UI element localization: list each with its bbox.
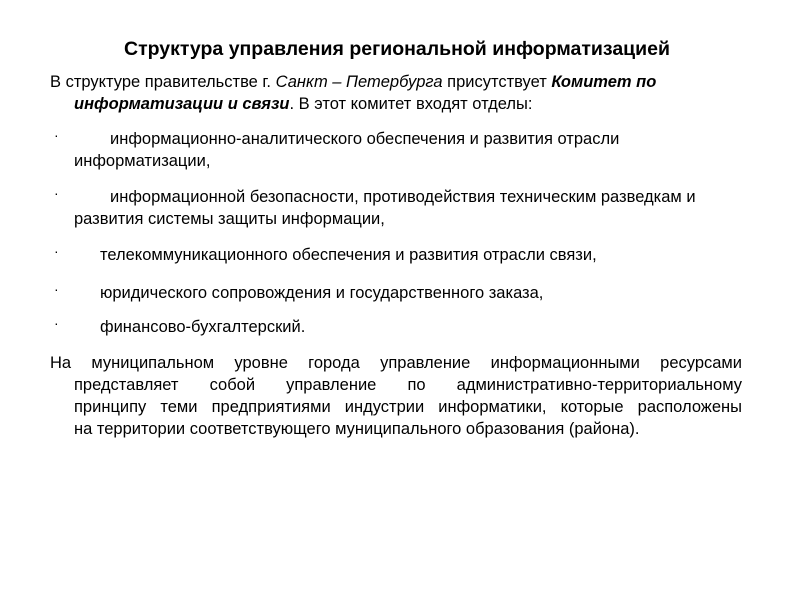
- city-name: Санкт – Петербурга: [275, 73, 443, 91]
- intro-text: . В этот комитет входят отделы:: [289, 95, 533, 113]
- department-text: информационно-аналитического обеспечения и развития отрасли: [110, 130, 620, 148]
- municipal-paragraph: [50, 352, 742, 440]
- department-item: [50, 316, 750, 338]
- bullet-marker: ·: [54, 127, 59, 143]
- department-text: развития системы защиты информации,: [74, 210, 385, 228]
- bullet-marker: ·: [54, 281, 59, 297]
- department-item: [50, 282, 750, 304]
- paragraph-line: на территории соответствующего муниципального образования (района).: [74, 420, 640, 438]
- intro-text: В структуре правительстве г.: [50, 73, 276, 91]
- department-item: [50, 128, 750, 172]
- bullet-marker: ·: [54, 185, 59, 201]
- paragraph-line: представляет собой управление по административно-территориальному: [74, 376, 742, 394]
- committee-name: информатизации и связи: [74, 95, 290, 113]
- intro-line-1: [50, 71, 742, 93]
- department-text: информационной безопасности, противодействия техническим разведкам и: [110, 188, 696, 206]
- intro-paragraph: [50, 71, 742, 115]
- paragraph-line: На муниципальном уровне города управление информационными ресурсами: [50, 354, 742, 372]
- intro-text: присутствует: [442, 73, 552, 91]
- department-text: юридического сопровождения и государственного заказа,: [100, 284, 544, 302]
- department-item: [50, 186, 750, 230]
- department-text: информатизации,: [74, 152, 211, 170]
- intro-line-2: [50, 93, 742, 115]
- department-text: телекоммуникационного обеспечения и развития отрасли связи,: [100, 246, 597, 264]
- slide-title: Структура управления региональной информатизацией: [124, 38, 670, 60]
- bullet-marker: ·: [54, 315, 59, 331]
- department-text: финансово-бухгалтерский.: [100, 318, 306, 336]
- committee-name: Комитет по: [551, 73, 657, 91]
- department-item: [50, 244, 750, 266]
- bullet-marker: ·: [54, 243, 59, 259]
- paragraph-line: принципу теми предприятиями индустрии информатики, которые расположены: [74, 398, 742, 416]
